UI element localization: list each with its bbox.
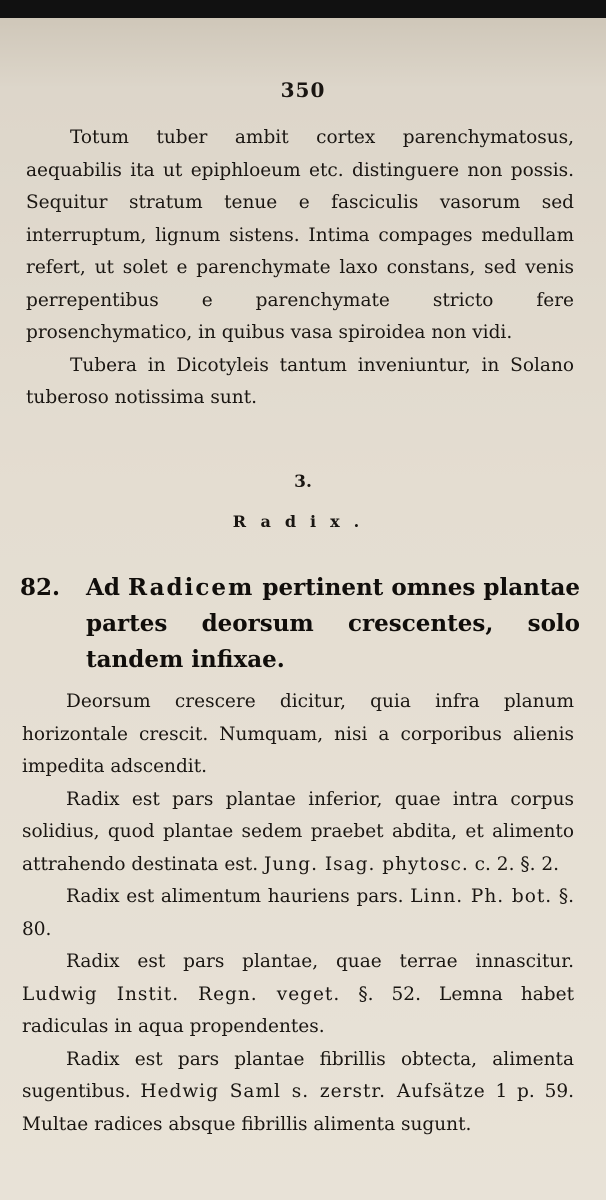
paragraph-tuber-structure: Totum tuber ambit cortex parenchymatosus, aequabilis ita ut epiphloeum etc. distinguere non possis. Sequitur stratum tenue e fasciculis vasorum sed interruptum, lignum sistens. Intima compages medullam refert, ut solet e parenchymate laxo constans, sed venis perrepentibus e parenchymate stricto fere prosenchymatico, in quibus vasa spiroidea non vidi. bbox=[26, 127, 574, 343]
thesis-number: 82. bbox=[20, 574, 61, 601]
hedwig-note: Multae radices absque fibrillis alimenta sugunt. bbox=[22, 1113, 472, 1135]
continuation-text bbox=[26, 122, 574, 415]
paragraph-linn bbox=[22, 881, 574, 946]
hedwig-text: Radix est pars plantae fibrillis obtecta, alimenta sugentibus. bbox=[22, 1048, 574, 1102]
body-text bbox=[22, 686, 574, 1141]
paragraph-hedwig bbox=[22, 1044, 574, 1142]
ludwig-note: Lemna habet radiculas in aqua propendentes. bbox=[22, 983, 574, 1037]
jung-text: Radix est pars plantae inferior, quae intra corpus solidius, quod plantae sedem praebet abdita, et alimento attrahendo destinata est. bbox=[22, 788, 574, 875]
hedwig-ref: 1 p. 59. bbox=[485, 1081, 575, 1102]
section-number: 3. bbox=[294, 472, 312, 492]
page-number: 350 bbox=[280, 78, 326, 102]
section-title: Radix. bbox=[232, 512, 374, 531]
hedwig-author: Hedwig Saml s. zerstr. Aufsätze bbox=[140, 1081, 486, 1102]
paragraph-jung bbox=[22, 784, 574, 882]
paragraph-ludwig bbox=[22, 946, 574, 1044]
jung-author: Jung. Isag. phytosc. bbox=[263, 853, 469, 875]
linn-ref: §. 80. bbox=[22, 886, 575, 940]
linn-author: Linn. Ph. bot. bbox=[410, 886, 553, 907]
paragraph-tuber-dicotyls: Tubera in Dicotyleis tantum inveniuntur, in Solano tuberoso notissima sunt. bbox=[26, 354, 574, 408]
thesis-emphasis: Radicem bbox=[128, 574, 255, 601]
thesis-lead: Ad bbox=[86, 574, 128, 601]
ludwig-text: Radix est pars plantae, quae terrae innascitur. bbox=[66, 951, 574, 972]
linn-text: Radix est alimentum hauriens pars. bbox=[66, 886, 411, 907]
ludwig-author: Ludwig Instit. Regn. veget. bbox=[22, 983, 341, 1005]
paragraph-deorsum: Deorsum crescere dicitur, quia infra planum horizontale crescit. Numquam, nisi a corporibus alienis impedita adscendit. bbox=[22, 691, 574, 777]
ludwig-ref: §. 52. bbox=[340, 983, 421, 1005]
book-page bbox=[0, 18, 606, 1200]
thesis-rest: pertinent omnes plantae partes deorsum crescentes, solo tandem infixae. bbox=[86, 574, 580, 673]
thesis-82 bbox=[20, 570, 580, 678]
jung-ref: c. 2. §. 2. bbox=[468, 853, 559, 875]
thesis-text bbox=[86, 570, 580, 678]
